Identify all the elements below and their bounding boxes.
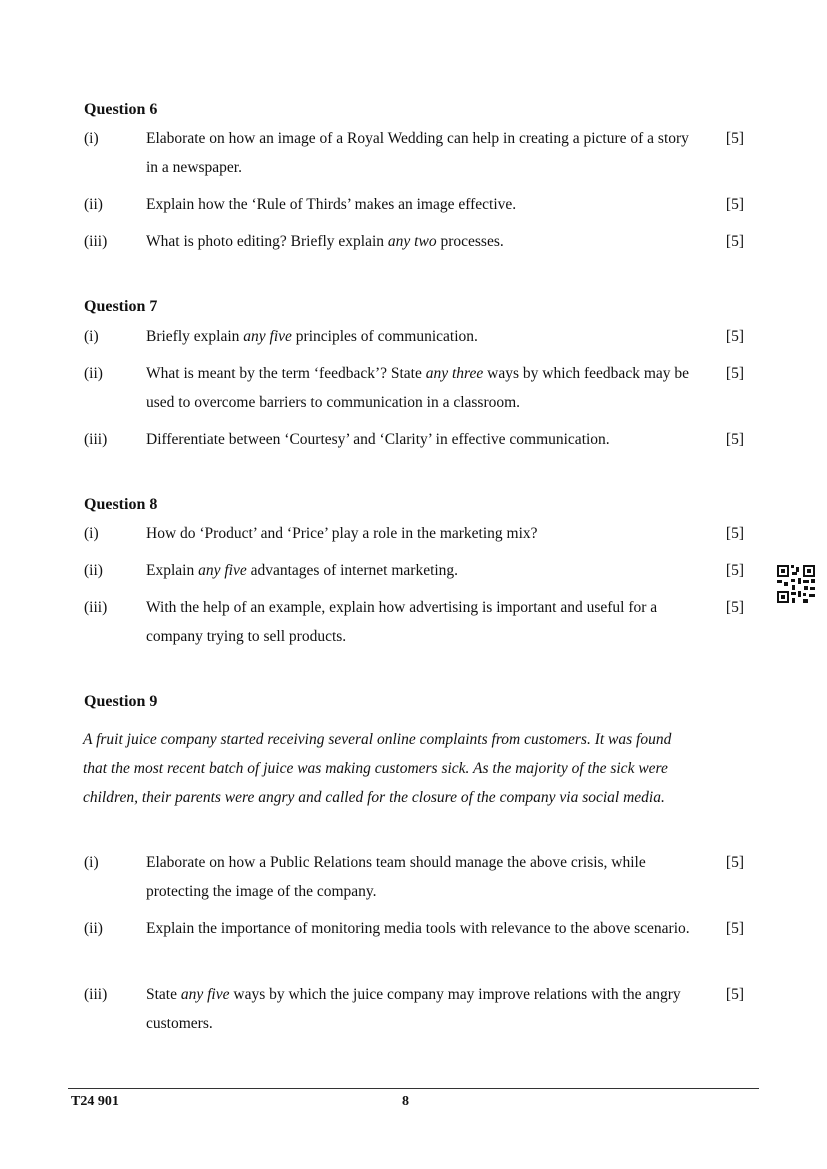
item-marks: [5]	[725, 599, 744, 616]
item-marks: [5]	[725, 431, 744, 448]
qr-code-icon	[776, 564, 816, 604]
question-7-item-i	[84, 322, 744, 351]
item-marks: [5]	[725, 562, 744, 579]
item-text: Elaborate on how a Public Relations team should manage the above crisis, while protecting the image of the company.	[146, 854, 646, 900]
item-text: State any five ways by which the juice company may improve relations with the angry customers.	[146, 986, 681, 1032]
question-6-item-i	[84, 124, 744, 182]
item-number: (i)	[84, 328, 99, 345]
item-text: With the help of an example, explain how advertising is important and useful for a company trying to sell products.	[146, 599, 658, 645]
item-number: (ii)	[84, 365, 103, 382]
item-text: Explain any five advantages of internet marketing.	[146, 562, 459, 579]
item-number: (ii)	[84, 196, 103, 213]
item-number: (i)	[84, 525, 99, 542]
item-number: (i)	[84, 854, 99, 871]
item-text: What is photo editing? Briefly explain any two processes.	[146, 233, 504, 250]
item-number: (iii)	[84, 986, 108, 1003]
question-6-item-ii	[84, 190, 744, 219]
item-marks: [5]	[725, 365, 744, 382]
item-text: What is meant by the term ‘feedback’? State any three ways by which feedback may be used to overcome barriers to communication in a classroom.	[146, 365, 690, 411]
question-9-item-i	[84, 848, 744, 906]
item-marks: [5]	[725, 986, 744, 1003]
item-text: Differentiate between ‘Courtesy’ and ‘Clarity’ in effective communication.	[146, 431, 610, 448]
question-7-title: Question 7	[84, 298, 158, 315]
item-text: Explain the importance of monitoring media tools with relevance to the above scenario.	[146, 920, 690, 937]
item-marks: [5]	[725, 196, 744, 213]
item-text: Briefly explain any five principles of communication.	[146, 328, 478, 345]
question-7-item-iii	[84, 425, 744, 454]
item-marks: [5]	[725, 328, 744, 345]
question-8-item-ii	[84, 556, 744, 585]
item-marks: [5]	[725, 920, 744, 937]
question-9-item-ii	[84, 914, 744, 943]
question-6-title: Question 6	[84, 101, 158, 118]
question-7-item-ii	[84, 359, 744, 417]
item-marks: [5]	[725, 854, 744, 871]
item-number: (i)	[84, 130, 99, 147]
question-8-title: Question 8	[84, 496, 158, 513]
item-marks: [5]	[725, 130, 744, 147]
paper-code: T24 901	[71, 1094, 119, 1109]
footer-divider	[68, 1088, 759, 1089]
question-9-scenario: A fruit juice company started receiving several online complaints from customers. It was found that the most recent batch of juice was making customers sick. As the majority of the sick were children, their parents were angry and called for the closure of the company via social media.	[83, 731, 672, 806]
item-text: Elaborate on how an image of a Royal Wedding can help in creating a picture of a story in a newspaper.	[146, 130, 689, 176]
item-number: (ii)	[84, 920, 103, 937]
item-number: (ii)	[84, 562, 103, 579]
question-9-title: Question 9	[84, 693, 158, 710]
item-number: (iii)	[84, 431, 108, 448]
item-number: (iii)	[84, 599, 108, 616]
item-text: How do ‘Product’ and ‘Price’ play a role in the marketing mix?	[146, 525, 538, 542]
item-text: Explain how the ‘Rule of Thirds’ makes an image effective.	[146, 196, 517, 213]
item-number: (iii)	[84, 233, 108, 250]
question-9-item-iii	[84, 980, 744, 1038]
page-number: 8	[402, 1094, 409, 1109]
item-marks: [5]	[725, 525, 744, 542]
question-6-item-iii	[84, 227, 744, 256]
item-marks: [5]	[725, 233, 744, 250]
question-8-item-iii	[84, 593, 744, 651]
question-8-item-i	[84, 519, 744, 548]
